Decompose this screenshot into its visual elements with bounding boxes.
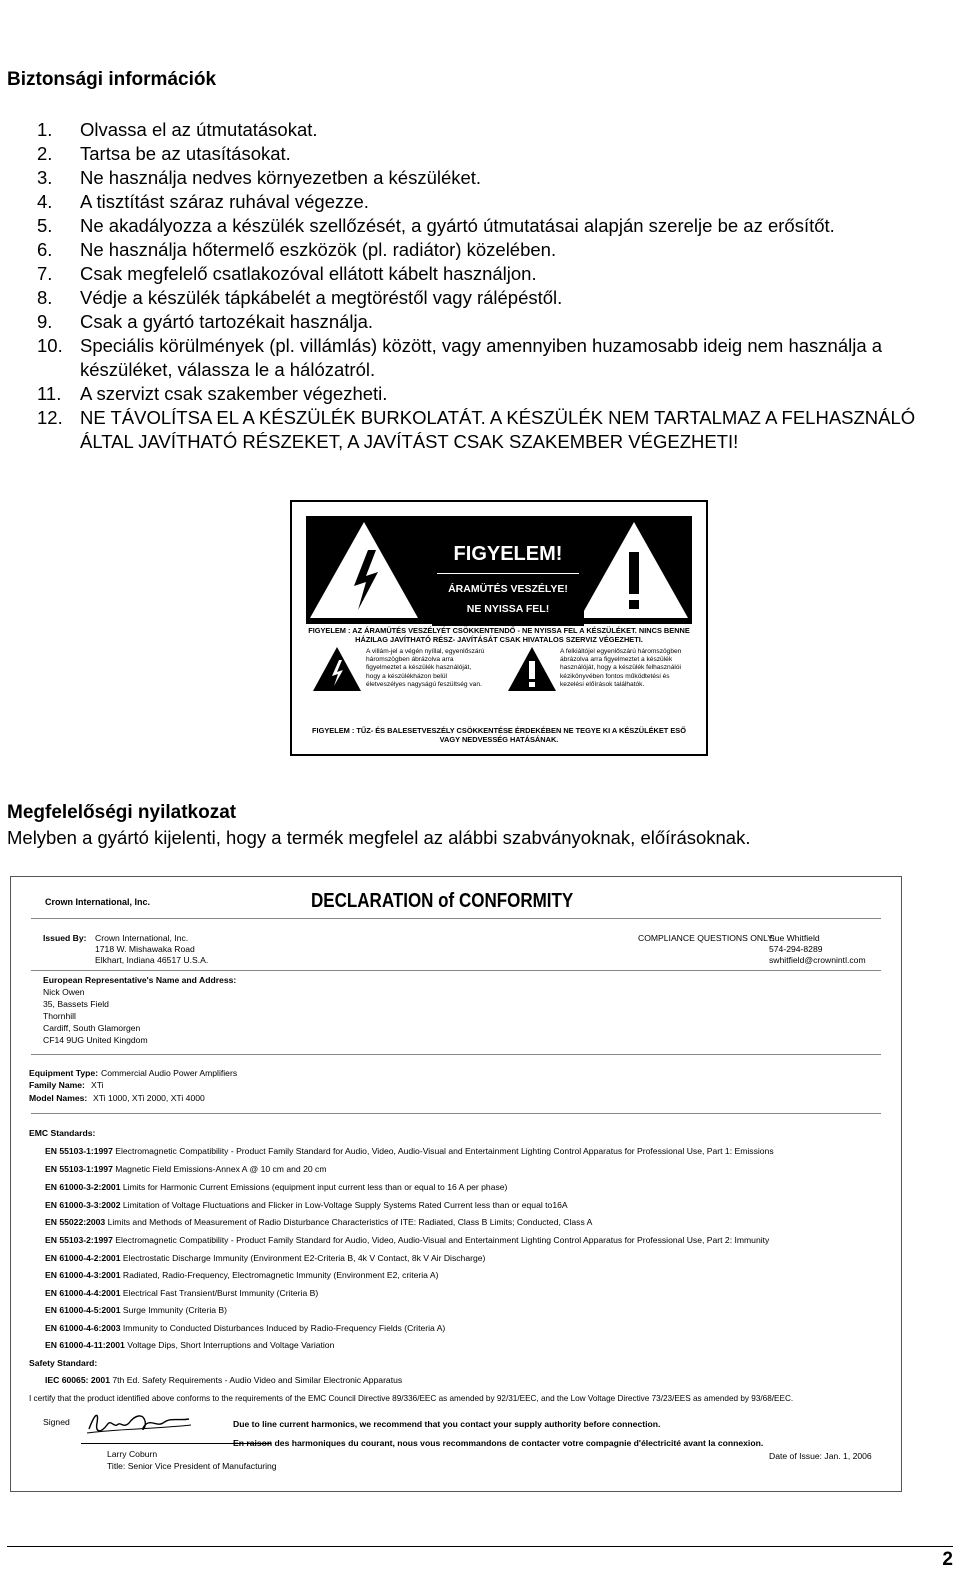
- list-item: 1. Olvassa el az útmutatásokat.: [37, 119, 318, 140]
- standard-row: EN 55103-1:1997 Electromagnetic Compatibility - Product Family Standard for Audio, Video, Audio-Visual and Entertainment Lighting Control Apparatus for Professional Use, Part 1: Emissions: [45, 1146, 774, 1156]
- list-item: 2. Tartsa be az utasításokat.: [37, 143, 291, 164]
- warning-shock: ÁRAMÜTÉS VESZÉLYE!: [448, 583, 568, 595]
- compliance-line: Sue Whitfield: [769, 933, 820, 943]
- standard-row: EN 61000-4-11:2001 Voltage Dips, Short Interruptions and Voltage Variation: [45, 1340, 335, 1350]
- list-item: 12. NE TÁVOLÍTSA EL A KÉSZÜLÉK BURKOLATÁT. A KÉSZÜLÉK NEM TARTALMAZ A FELHASZNÁLÓ ÁLTAL JAVÍTHATÓ RÉSZEKET, A JAVÍTÁST CSAK SZAKEMBER VÉGEZHETI!: [37, 407, 916, 452]
- page-number: 2: [942, 1549, 953, 1570]
- standard-row: EN 61000-3-3:2002 Limitation of Voltage Fluctuations and Flicker in Low-Voltage Supply Systems Rated Current less than or equal to16A: [45, 1200, 568, 1210]
- standard-row: EN 61000-4-5:2001 Surge Immunity (Criteria B): [45, 1305, 227, 1315]
- company-name: Crown International, Inc.: [45, 897, 151, 907]
- note-french: En raison des harmoniques du courant, nous vous recommandons de contacter votre compagnie d'électricité avant la connexion.: [233, 1438, 764, 1448]
- compliance-label: COMPLIANCE QUESTIONS ONLY:: [638, 933, 775, 943]
- equipment-type: Commercial Audio Power Amplifiers: [101, 1068, 238, 1078]
- standard-row: EN 61000-3-2:2001 Limits for Harmonic Current Emissions (equipment input current less than or equal to 16 A per phase): [45, 1182, 508, 1192]
- safety-heading: Biztonsági információk: [7, 69, 217, 90]
- conformity-heading: Megfelelőségi nyilatkozat: [7, 802, 237, 823]
- compliance-line: 574-294-8289: [769, 944, 823, 954]
- compliance-line: swhitfield@crownintl.com: [769, 955, 866, 965]
- warning-upper-panel: [306, 516, 692, 624]
- list-item: 3. Ne használja nedves környezetben a készüléket.: [37, 167, 482, 188]
- standard-row: EN 55103-1:1997 Magnetic Field Emissions-Annex A @ 10 cm and 20 cm: [45, 1164, 327, 1174]
- standard-row: EN 61000-4-6:2003 Immunity to Conducted Disturbances Induced by Radio-Frequency Fields (Criteria A): [45, 1323, 446, 1333]
- family-name: XTi: [91, 1080, 104, 1090]
- warning-title: FIGYELEM!: [453, 543, 563, 565]
- issued-label: Issued By:: [43, 933, 87, 943]
- warning-label: [290, 500, 708, 756]
- warning-right-text: A felkiáltójel egyenlőszárú háromszögben ábrázolva arra figyelmeztet a készülék használóját, hogy a készülék felhasználói kézikönyvében fontos működtetési és kezelési előírások találhatók.: [560, 648, 682, 688]
- warning-footer: FIGYELEM : TŰZ- ÉS BALESETVESZÉLY CSÖKKENTÉSE ÉRDEKÉBEN NE TEGYE KI A KÉSZÜLÉKET ESŐ VAGY NEDVESSÉG HATÁSÁNAK.: [312, 726, 686, 744]
- family-label: Family Name:: [29, 1080, 85, 1090]
- certify-statement: I certify that the product identified above conforms to the requirements of the EMC Council Directive 89/336/EEC as amended by 92/31/EEC, and the Low Voltage Directive 73/23/EES as amended by 93/68/EEC.: [29, 1394, 794, 1403]
- safety-standard-row: IEC 60065: 2001 7th Ed. Safety Requirements - Audio Video and Similar Electronic Apparatus: [45, 1375, 403, 1385]
- representative-line: Cardiff, South Glamorgen: [43, 1023, 141, 1033]
- list-item: 7. Csak megfelelő csatlakozóval ellátott kábelt használjon.: [37, 263, 537, 284]
- equipment-type-label: Equipment Type:: [29, 1068, 99, 1078]
- conformity-intro: Melyben a gyártó kijelenti, hogy a termék megfelel az alábbi szabványoknak, előírásoknak.: [7, 827, 751, 848]
- signer-title: Title: Senior Vice President of Manufacturing: [107, 1461, 277, 1471]
- standard-row: EN 55103-2:1997 Electromagnetic Compatibility - Product Family Standard for Audio, Video, Audio-Visual and Entertainment Lighting Control Apparatus for Professional Use, Part 2: Immunity: [45, 1235, 770, 1245]
- standard-row: EN 55022:2003 Limits and Methods of Measurement of Radio Disturbance Characteristics of ITE: Radiated, Class B Limits; Conducted, Class A: [45, 1217, 593, 1227]
- representative-line: 35, Bassets Field: [43, 999, 109, 1009]
- safety-standard-label: Safety Standard:: [29, 1358, 98, 1368]
- note-english: Due to line current harmonics, we recommend that you contact your supply authority before connection.: [233, 1419, 661, 1429]
- footer-divider: [7, 1546, 953, 1547]
- issued-line: Crown International, Inc.: [95, 933, 189, 943]
- signer-name: Larry Coburn: [107, 1449, 158, 1459]
- safety-list: [37, 118, 937, 454]
- warning-title-bar: [432, 538, 584, 626]
- list-item: 4. A tisztítást száraz ruhával végezze.: [37, 191, 369, 212]
- standard-row: EN 61000-4-4:2001 Electrical Fast Transient/Burst Immunity (Criteria B): [45, 1288, 319, 1298]
- declaration-document: [10, 876, 902, 1492]
- list-item: 9. Csak a gyártó tartozékait használja.: [37, 311, 374, 332]
- warning-notice: FIGYELEM : AZ ÁRAMÜTÉS VESZÉLYÉT CSÖKKENTENDŐ - NE NYISSA FEL A KÉSZÜLÉKET. NINCS BENNE HÁZILAG JAVÍTHATÓ RÉSZ- JAVÍTÁSÁT CSAK HIVATALOS SZERVIZ VÉGEZHETI.: [308, 626, 690, 644]
- warning-left-text: A villám-jel a végén nyíllal, egyenlőszárú háromszögben ábrázolva arra figyelmeztet a készülék használóját, hogy a készülékházon belül életveszélyes nagyságú feszültség van.: [366, 648, 485, 688]
- representative-line: Nick Owen: [43, 987, 85, 997]
- representative-line: Thornhill: [43, 1011, 76, 1021]
- list-item: 5. Ne akadályozza a készülék szellőzését, a gyártó útmutatásai alapján szerelje be az erősítőt.: [37, 215, 835, 236]
- representative-label: European Representative's Name and Address:: [43, 975, 237, 985]
- models-label: Model Names:: [29, 1093, 88, 1103]
- list-item: 10. Speciális körülmények (pl. villámlás) között, vagy amennyiben huzamosabb ideig nem használja a készüléket, válassza le a hálózatról.: [37, 335, 883, 380]
- signed-label: Signed: [43, 1417, 70, 1427]
- standard-row: EN 61000-4-2:2001 Electrostatic Discharge Immunity (Environment E2-Criteria B, 4k V Contact, 8k V Air Discharge): [45, 1253, 486, 1263]
- issued-line: Elkhart, Indiana 46517 U.S.A.: [95, 955, 209, 965]
- list-item: 8. Védje a készülék tápkábelét a megtöréstől vagy rálépéstől.: [37, 287, 563, 308]
- issued-line: 1718 W. Mishawaka Road: [95, 944, 195, 954]
- list-item: 6. Ne használja hőtermelő eszközök (pl. radiátor) közelében.: [37, 239, 557, 260]
- exclamation-small-icon: [507, 646, 557, 692]
- model-names: XTi 1000, XTi 2000, XTi 4000: [93, 1093, 205, 1103]
- representative-line: CF14 9UG United Kingdom: [43, 1035, 148, 1045]
- warning-do-not-open: NE NYISSA FEL!: [466, 603, 550, 615]
- declaration-title: DECLARATION of CONFORMITY: [311, 890, 574, 912]
- standard-row: EN 61000-4-3:2001 Radiated, Radio-Frequency, Electromagnetic Immunity (Environment E2, criteria A): [45, 1270, 439, 1280]
- lightning-small-icon: [312, 646, 362, 692]
- issue-date: Date of Issue: Jan. 1, 2006: [769, 1451, 872, 1461]
- emc-label: EMC Standards:: [29, 1128, 96, 1138]
- signature-image: [85, 1407, 195, 1441]
- list-item: 11. A szervizt csak szakember végezheti.: [37, 383, 388, 404]
